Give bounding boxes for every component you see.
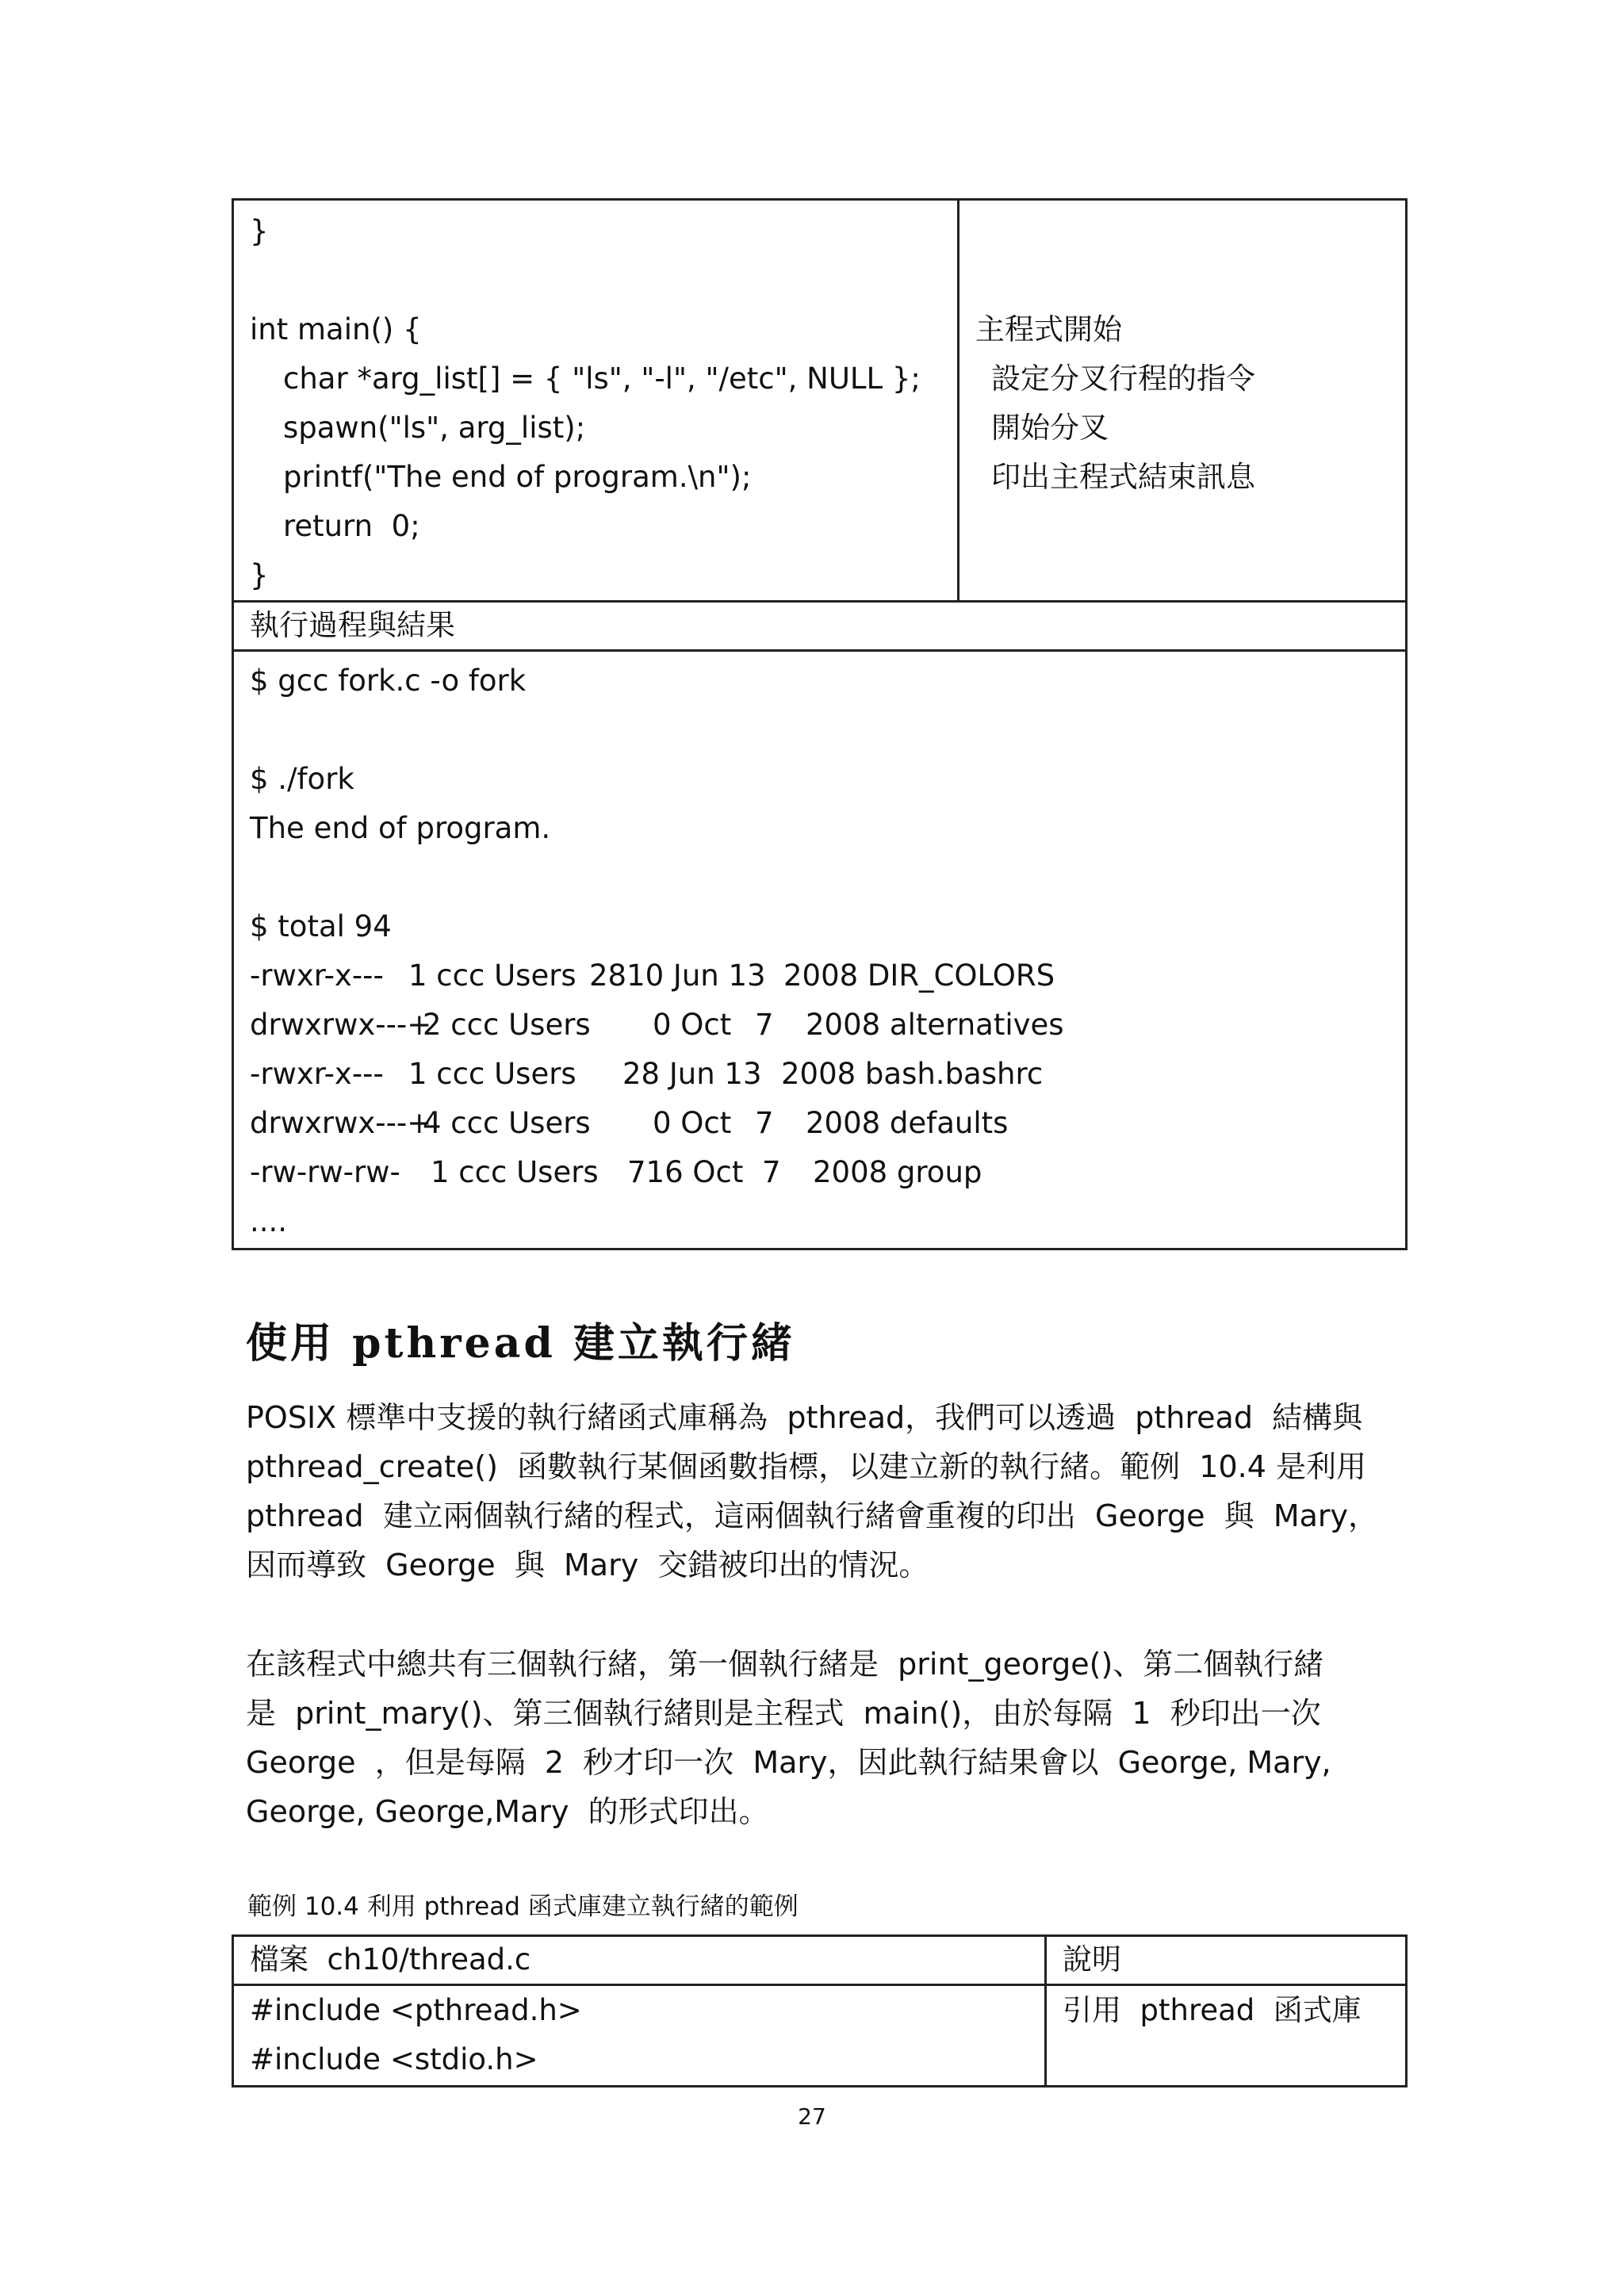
example-caption: 範例 10.4 利用 pthread 函式庫建立執行緒的範例 xyxy=(247,1892,799,1921)
paragraph-line: 因而導致 George 與 Mary 交錯被印出的情況。 xyxy=(246,1548,929,1582)
output-line: $ ./fork xyxy=(250,762,354,796)
note-line: 開始分叉 xyxy=(991,411,1109,445)
code-line xyxy=(250,256,957,305)
paragraph-line: George, George,Mary 的形式印出。 xyxy=(246,1794,769,1829)
page-number: 27 xyxy=(798,2103,826,2130)
paragraph-2 xyxy=(246,1640,1396,1836)
notes-cell xyxy=(959,200,1407,602)
listing-day: 7 xyxy=(755,1106,774,1140)
listing-owner: 1 ccc Users xyxy=(408,1057,576,1091)
listing-perms: drwxrwx---+ xyxy=(250,1008,432,1042)
file-header: 檔案 ch10/thread.c xyxy=(250,1942,531,1976)
listing-name: 2008 DIR_COLORS xyxy=(783,959,1055,993)
code-line: char *arg_list[] = { "ls", "-l", "/etc", NULL }; xyxy=(283,362,921,396)
listing-perms: -rwxr-x--- xyxy=(250,959,384,993)
listing-size-date: 2810 Jun 13 xyxy=(589,959,766,993)
code-table xyxy=(232,198,1408,1250)
note-line: 設定分叉行程的指令 xyxy=(991,362,1255,396)
paragraph-line: pthread_create() 函數執行某個函數指標，以建立新的執行緒。範例 10.4 是利用 xyxy=(246,1449,1366,1484)
listing-owner: 2 ccc Users xyxy=(423,1008,591,1042)
listing-name: 2008 defaults xyxy=(806,1106,1009,1140)
code-line: spawn("ls", arg_list); xyxy=(283,411,586,445)
output-line xyxy=(250,853,1405,902)
listing-perms: -rwxr-x--- xyxy=(250,1057,384,1091)
listing-size-date: 28 Jun 13 xyxy=(622,1057,762,1091)
output-ellipsis: .... xyxy=(250,1204,288,1238)
listing-name: 2008 bash.bashrc xyxy=(781,1057,1044,1091)
listing-owner: 1 ccc Users xyxy=(408,959,576,993)
code-line: #include <stdio.h> xyxy=(250,2042,538,2076)
paragraph-line: 是 print_mary()、第三個執行緒則是主程式 main()，由於每隔 1 秒印出一次 xyxy=(246,1696,1321,1731)
code-line: return 0; xyxy=(283,509,420,543)
desc-header: 說明 xyxy=(1063,1942,1121,1976)
output-line: $ total 94 xyxy=(250,909,392,943)
exec-header: 執行過程與結果 xyxy=(250,608,455,642)
listing-owner: 1 ccc Users xyxy=(431,1155,599,1189)
listing-size-date: 0 Oct xyxy=(653,1106,732,1140)
output-line xyxy=(250,706,1405,755)
paragraph-line: pthread 建立兩個執行緒的程式，這兩個執行緒會重複的印出 George 與 Mary， xyxy=(246,1498,1379,1533)
note-line: 引用 pthread 函式庫 xyxy=(1063,1993,1362,2027)
file-table xyxy=(232,1934,1408,2087)
code-line: } xyxy=(250,214,269,248)
include-cell xyxy=(233,1985,1046,2087)
exec-output-cell xyxy=(233,651,1407,1249)
listing-row xyxy=(250,1001,1405,1050)
section-heading: 使用 pthread 建立執行緒 xyxy=(246,1319,795,1368)
code-line: int main() { xyxy=(250,312,422,346)
listing-name: 2008 group xyxy=(813,1155,982,1189)
output-line: $ gcc fork.c -o fork xyxy=(250,664,527,698)
exec-header-cell xyxy=(233,602,1407,651)
listing-day: 7 xyxy=(762,1155,781,1189)
paragraph-1 xyxy=(246,1393,1396,1590)
note-line: 主程式開始 xyxy=(975,312,1122,346)
code-line: } xyxy=(250,558,269,592)
paragraph-line: POSIX 標準中支援的執行緒函式庫稱為 pthread，我們可以透過 pthread 結構與 xyxy=(246,1400,1363,1435)
listing-perms: -rw-rw-rw- xyxy=(250,1155,400,1189)
output-line: The end of program. xyxy=(250,811,551,845)
paragraph-line: 在該程式中總共有三個執行緒，第一個執行緒是 print_george()、第二個執行緒 xyxy=(246,1647,1324,1682)
file-header-cell xyxy=(233,1936,1046,1985)
listing-row xyxy=(250,1148,1405,1197)
listing-owner: 4 ccc Users xyxy=(423,1106,591,1140)
listing-name: 2008 alternatives xyxy=(806,1008,1064,1042)
listing-row xyxy=(250,1099,1405,1148)
paragraph-line: George ，但是每隔 2 秒才印一次 Mary，因此執行結果會以 George, Mary, xyxy=(246,1745,1331,1780)
desc-header-cell xyxy=(1046,1936,1407,1985)
listing-row xyxy=(250,951,1405,1001)
listing-size-date: 0 Oct xyxy=(653,1008,732,1042)
listing-day: 7 xyxy=(755,1008,774,1042)
listing-perms: drwxrwx---+ xyxy=(250,1106,432,1140)
include-note-cell xyxy=(1046,1985,1407,2087)
listing-row xyxy=(250,1050,1405,1099)
code-line: #include <pthread.h> xyxy=(250,1993,582,2027)
code-cell xyxy=(233,200,959,602)
code-line: printf("The end of program.\n"); xyxy=(283,460,752,494)
listing-size-date: 716 Oct xyxy=(627,1155,744,1189)
note-line: 印出主程式結束訊息 xyxy=(991,460,1255,494)
